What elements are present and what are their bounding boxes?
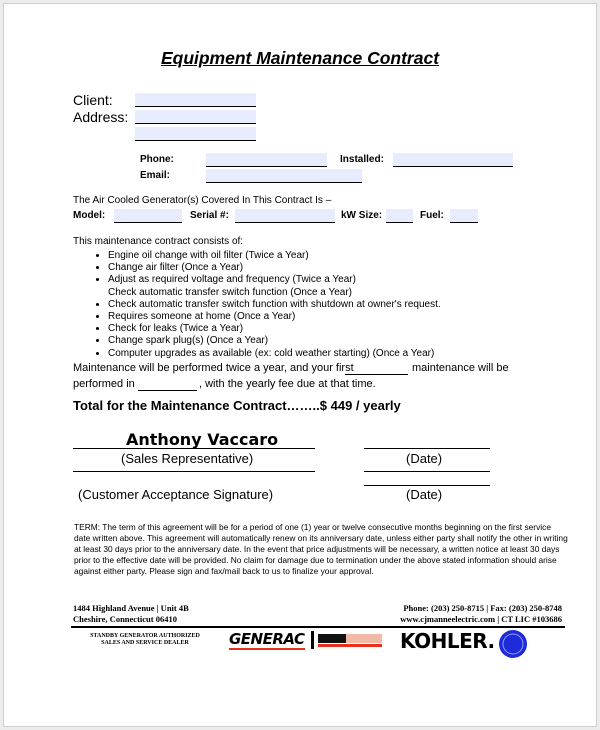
rep-signature-name: Anthony Vaccaro	[126, 430, 279, 449]
list-item: • Engine oil change with oil filter (Twice a Year)	[108, 250, 441, 262]
maintenance-items-list	[92, 250, 441, 360]
generac-logo: GENERAC	[229, 630, 305, 648]
logo-separator	[311, 631, 314, 649]
footer-web: www.cjmanneelectric.com | CT LIC #103686	[400, 614, 562, 624]
performed-text-1b: maintenance will be	[412, 362, 509, 374]
phone-label: Phone:	[140, 154, 174, 165]
customer-date-underline	[364, 484, 490, 486]
client-label: Client:	[73, 92, 113, 108]
address-field-2[interactable]	[135, 127, 256, 141]
footer-phone: Phone: (203) 250-8715 | Fax: (203) 250-8748	[403, 603, 562, 613]
footer-address-2: Cheshire, Connecticut 06410	[73, 614, 177, 624]
installed-label: Installed:	[340, 154, 384, 165]
installed-field[interactable]	[393, 153, 513, 167]
performed-text-1a: Maintenance will be performed twice a year, and your first	[73, 362, 354, 374]
footer-divider	[71, 626, 565, 628]
kohler-logo: KOHLER.	[400, 629, 495, 653]
kw-label: kW Size:	[341, 210, 383, 221]
list-item: • Requires someone at home (Once a Year)	[108, 311, 441, 323]
fuel-label: Fuel:	[420, 210, 444, 221]
certification-badge-icon	[498, 629, 528, 659]
fuel-field[interactable]	[450, 209, 478, 223]
email-label: Email:	[140, 170, 171, 181]
covered-text: The Air Cooled Generator(s) Covered In This Contract Is –	[73, 195, 332, 206]
list-item-continuation: Check automatic transfer switch function (Once a Year)	[108, 286, 353, 298]
address-label: Address:	[73, 109, 129, 125]
dealer-line-2: SALES AND SERVICE DEALER	[101, 640, 189, 646]
dealer-text	[77, 633, 213, 647]
performed-month-field[interactable]	[138, 389, 197, 391]
footer-address-1: 1484 Highland Avenue | Unit 4B	[73, 603, 189, 613]
list-item: • Change spark plug(s) (Once a Year)	[108, 335, 441, 347]
phone-field[interactable]	[206, 153, 327, 167]
serial-label: Serial #:	[190, 210, 229, 221]
customer-date-line[interactable]	[364, 470, 490, 472]
customer-caption: (Customer Acceptance Signature)	[78, 487, 274, 502]
list-item: • Adjust as required voltage and frequency (Twice a Year)	[108, 274, 441, 286]
client-field[interactable]	[135, 93, 256, 107]
customer-date-caption: (Date)	[406, 487, 443, 502]
dealer-line-1: STANDBY GENERATOR AUTHORIZED	[90, 633, 200, 639]
rep-date-caption: (Date)	[406, 451, 443, 466]
rep-caption: (Sales Representative)	[121, 451, 254, 466]
contract-page	[3, 3, 597, 727]
total-text: Total for the Maintenance Contract……..$ 449 / yearly	[73, 398, 401, 413]
secondary-brand-logo	[318, 632, 384, 650]
rep-signature-line[interactable]	[73, 447, 315, 449]
rep-date-line[interactable]	[364, 447, 490, 449]
terms-paragraph: TERM: The term of this agreement will be for a period of one (1) year or twelve consecutive months beginning on the first service date written above. This agreement will automatically renew on its anniversary date, unless either party shall notify the other in writing at least 30 days prior to the anniversary date. In the event that price adjustments will be necessary, a written notice at least 30 days prior to the effective date will be provided. No claim for damage due to termination under the above stated information should arise against either party. Please sign and fax/mail back to us to finalize your approval.	[74, 522, 568, 576]
list-item: • Change air filter (Once a Year)	[108, 262, 441, 274]
list-item: • Check for leaks (Twice a Year)	[108, 323, 441, 335]
serial-field[interactable]	[235, 209, 335, 223]
performed-text-2b: , with the yearly fee due at that time.	[199, 378, 376, 390]
model-label: Model:	[73, 210, 106, 221]
email-field[interactable]	[206, 169, 362, 183]
consists-text: This maintenance contract consists of:	[73, 236, 244, 247]
page-title: Equipment Maintenance Contract	[160, 48, 440, 68]
customer-signature-line[interactable]	[73, 470, 315, 472]
model-field[interactable]	[114, 209, 182, 223]
address-field-1[interactable]	[135, 110, 256, 124]
first-service-field[interactable]	[345, 373, 408, 375]
list-item: • Check automatic transfer switch function with shutdown at owner's request.	[108, 299, 441, 311]
list-item: • Computer upgrades as available (ex: cold weather starting) (Once a Year)	[108, 348, 441, 360]
generac-logo-underline	[229, 648, 305, 650]
kw-field[interactable]	[386, 209, 413, 223]
performed-text-2a: performed in	[73, 378, 135, 390]
